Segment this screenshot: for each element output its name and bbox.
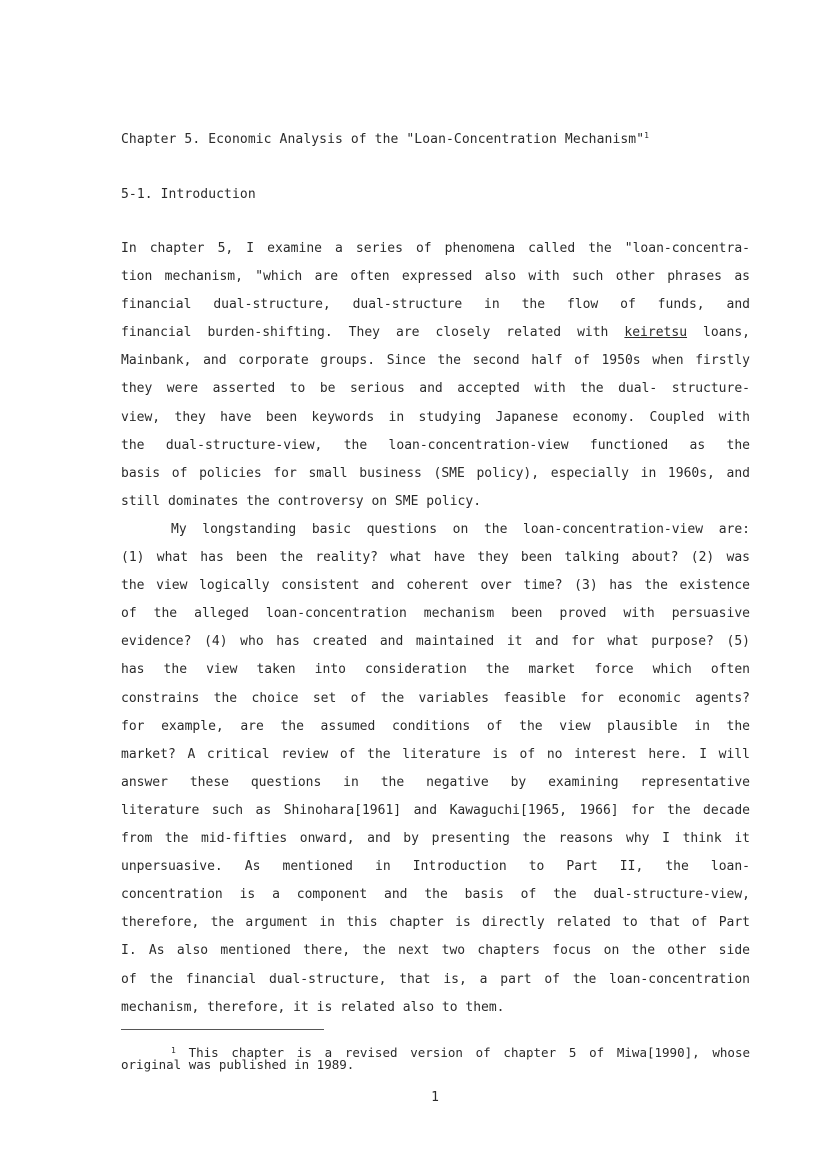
text-line: has the view taken into consideration the market force which often	[121, 662, 750, 678]
text-line: literature such as Shinohara[1961] and Kawaguchi[1965, 1966] for the decade	[121, 802, 750, 818]
text-line: the dual-structure-view, the loan-concentration-view functioned as the	[121, 437, 750, 453]
text-line: for example, are the assumed conditions of the view plausible in the	[121, 718, 750, 734]
text-line: concentration is a component and the basis of the dual-structure-view,	[121, 887, 750, 903]
text-line: answer these questions in the negative by examining representative	[121, 774, 750, 790]
text-line: unpersuasive. As mentioned in Introduction to Part II, the loan-	[121, 859, 750, 875]
page-number: 1	[431, 1090, 439, 1105]
text-line: In chapter 5, I examine a series of phenomena called the "loan-concentra-	[121, 241, 750, 256]
text-segment: financial burden-shifting. They are closely related with	[121, 325, 609, 341]
text-line: constrains the choice set of the variables feasible for economic agents?	[121, 690, 750, 706]
text-line: financial dual-structure, dual-structure in the flow of funds, and	[121, 297, 750, 313]
text-line: of the financial dual-structure, that is, a part of the loan-concentration	[121, 971, 750, 987]
footnote-mark: 1	[171, 1046, 176, 1055]
footnote-line: original was published in 1989.	[121, 1057, 355, 1072]
text-line: view, they have been keywords in studying Japanese economy. Coupled with	[121, 409, 750, 425]
footnote-text: This chapter is a revised version of chapter 5 of Miwa[1990], whose	[188, 1045, 751, 1060]
text-line: of the alleged loan-concentration mechanism been proved with persuasive	[121, 606, 750, 622]
paragraph-introduction	[121, 235, 750, 516]
underlined-term: keiretsu	[624, 325, 688, 341]
chapter-title	[121, 131, 649, 147]
text-line: Mainbank, and corporate groups. Since the second half of 1950s when firstly	[121, 353, 750, 369]
text-line: market? A critical review of the literature is of no interest here. I will	[121, 746, 750, 762]
text-line: the view logically consistent and coherent over time? (3) has the existence	[121, 578, 750, 594]
text-line: basis of policies for small business (SME policy), especially in 1960s, and	[121, 465, 750, 481]
text-line: from the mid-fifties onward, and by presenting the reasons why I think it	[121, 831, 750, 847]
text-segment: loans,	[703, 325, 751, 341]
text-line: My longstanding basic questions on the loan-concentration-view are:	[171, 522, 750, 537]
text-line: therefore, the argument in this chapter is directly related to that of Part	[121, 915, 750, 931]
text-line: evidence? (4) who has created and maintained it and for what purpose? (5)	[121, 634, 750, 650]
footnote-line	[121, 1044, 750, 1058]
paragraph-questions	[121, 516, 750, 1022]
footnote	[121, 1044, 750, 1072]
footnote-divider	[121, 1029, 324, 1030]
text-line: (1) what has been the reality? what have they been talking about? (2) was	[121, 550, 750, 566]
text-line: I. As also mentioned there, the next two chapters focus on the other side	[121, 943, 750, 959]
text-line: tion mechanism, "which are often expressed also with such other phrases as	[121, 269, 750, 285]
section-title: 5-1. Introduction	[121, 187, 256, 202]
text-line: mechanism, therefore, it is related also to them.	[121, 999, 505, 1015]
footnote-reference: 1	[644, 131, 650, 140]
text-line	[121, 319, 750, 347]
text-line: they were asserted to be serious and accepted with the dual- structure-	[121, 381, 750, 397]
chapter-title-text: Chapter 5. Economic Analysis of the "Loan-Concentration Mechanism"	[121, 132, 645, 147]
text-line: still dominates the controversy on SME policy.	[121, 493, 482, 509]
